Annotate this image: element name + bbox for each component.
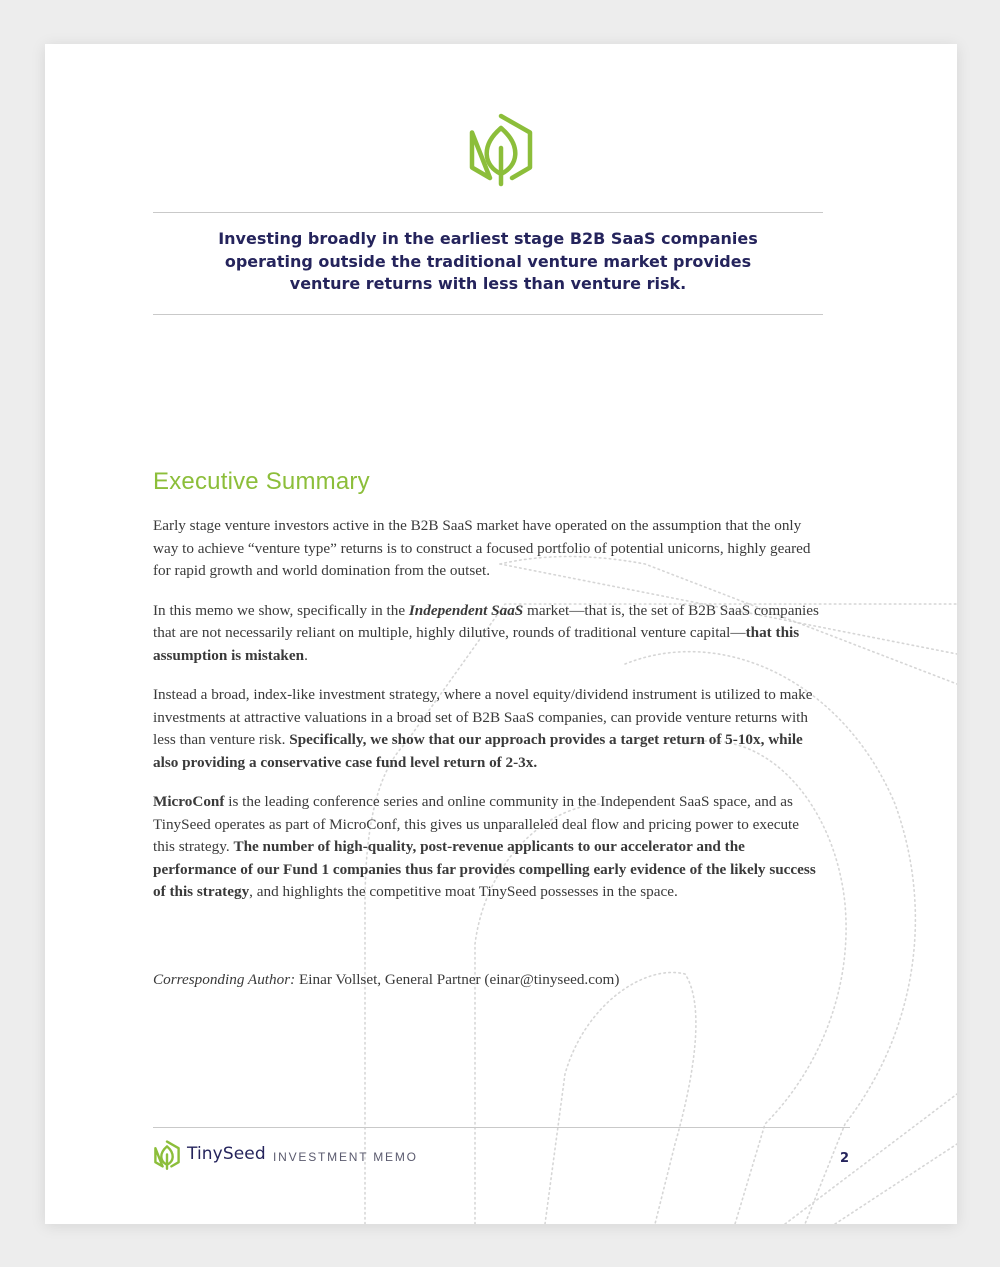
footer-divider bbox=[153, 1127, 850, 1128]
page-footer bbox=[153, 1140, 853, 1176]
corresponding-author: Corresponding Author: Einar Vollset, General Partner (einar@tinyseed.com) bbox=[153, 971, 620, 988]
brand-name: TinySeed bbox=[187, 1144, 266, 1164]
section-title: Executive Summary bbox=[153, 468, 370, 495]
tinyseed-logo-icon bbox=[466, 112, 536, 192]
paragraph-4: MicroConf is the leading conference series and online community in the Independent SaaS space, and as TinySeed operates as part of MicroConf, this gives us unparalleled deal flow and pricing power to execute this strategy. The number of high-quality, post-revenue applicants to our accelerator and the performance of our Fund 1 companies thus far provides compelling early evidence of the likely success of this strategy, and highlights the competitive moat TinySeed possesses in the space. bbox=[153, 793, 816, 900]
tagline bbox=[153, 228, 823, 296]
page-number: 2 bbox=[839, 1151, 849, 1166]
header-divider-bottom bbox=[153, 314, 823, 315]
executive-summary-body bbox=[153, 515, 821, 921]
tagline-line-1: Investing broadly in the earliest stage B2B SaaS companies bbox=[218, 229, 758, 248]
tagline-line-2: operating outside the traditional venture market provides bbox=[224, 251, 752, 271]
paragraph-1: Early stage venture investors active in the B2B SaaS market have operated on the assumption that the only way to achieve “venture type” returns is to construct a focused portfolio of potential unicorns, highly geared for rapid growth and world domination from the outset. bbox=[153, 517, 811, 579]
document-type: INVESTMENT MEMO bbox=[273, 1150, 418, 1164]
tagline-line-3: venture returns with less than venture risk. bbox=[289, 274, 687, 293]
paragraph-2: In this memo we show, specifically in the Independent SaaS market—that is, the set of B2B SaaS companies that are not necessarily reliant on multiple, highly dilutive, rounds of traditional venture capital—that this assumption is mistaken. bbox=[153, 601, 819, 664]
tinyseed-footer-logo-icon bbox=[153, 1140, 181, 1172]
header-divider-top bbox=[153, 212, 823, 213]
memo-page bbox=[45, 44, 957, 1224]
paragraph-3: Instead a broad, index-like investment strategy, where a novel equity/dividend instrument is utilized to make investments at attractive valuations in a broad set of B2B SaaS companies, can provide venture returns with less than venture risk. Specifically, we show that our approach provides a target return of 5-10x, while also providing a conservative case fund level return of 2-3x. bbox=[153, 686, 813, 771]
